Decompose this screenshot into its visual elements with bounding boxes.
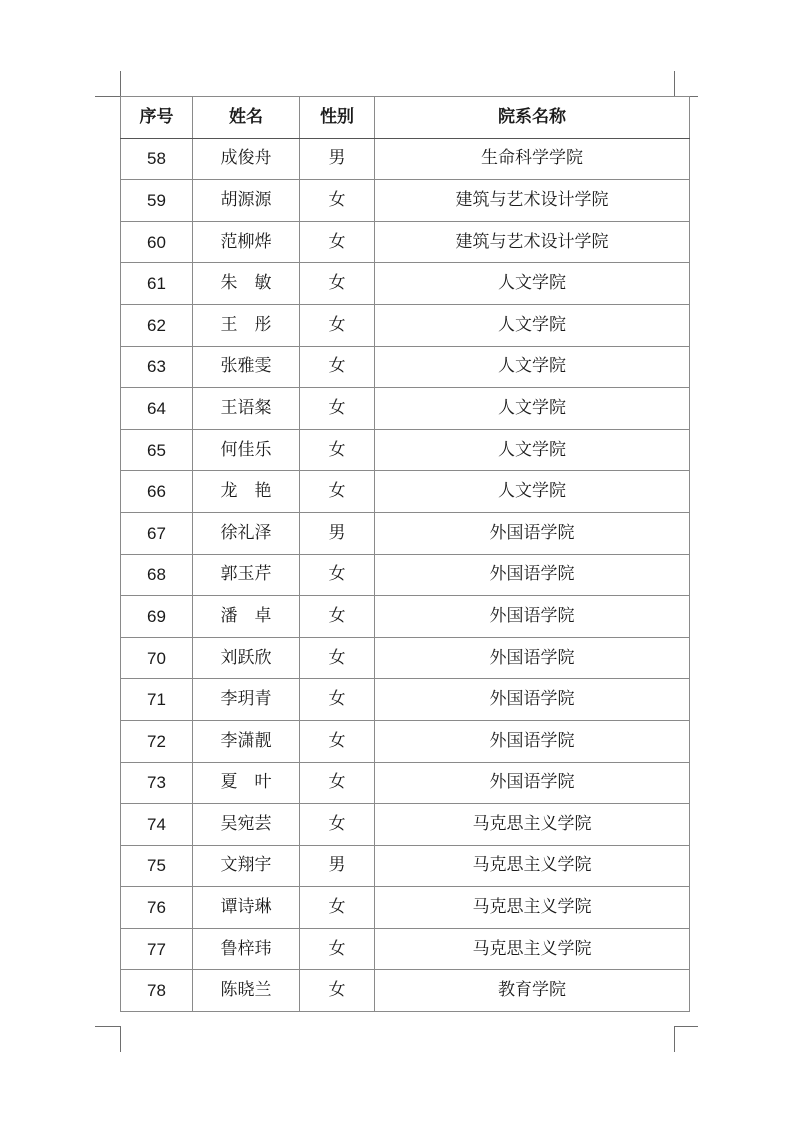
cell-serial-number: 71 [121, 679, 193, 721]
cell-gender: 女 [300, 928, 375, 970]
cell-gender: 男 [300, 512, 375, 554]
cell-department: 人文学院 [375, 304, 690, 346]
table-header-row [121, 97, 690, 139]
cell-name: 范柳烨 [193, 221, 300, 263]
header-department: 院系名称 [375, 97, 690, 139]
table-row [121, 138, 690, 180]
cell-name: 朱 敏 [193, 263, 300, 305]
cell-department: 马克思主义学院 [375, 928, 690, 970]
cell-serial-number: 75 [121, 845, 193, 887]
cell-gender: 女 [300, 596, 375, 638]
cell-serial-number: 58 [121, 138, 193, 180]
cell-department: 马克思主义学院 [375, 804, 690, 846]
cell-name: 郭玉芹 [193, 554, 300, 596]
table-row [121, 887, 690, 929]
table-row [121, 720, 690, 762]
cell-name: 王语粲 [193, 388, 300, 430]
cell-department: 外国语学院 [375, 596, 690, 638]
cell-name: 王 彤 [193, 304, 300, 346]
cell-gender: 女 [300, 304, 375, 346]
cell-gender: 女 [300, 263, 375, 305]
cell-gender: 男 [300, 845, 375, 887]
cell-name: 陈晓兰 [193, 970, 300, 1012]
table-row [121, 429, 690, 471]
cell-gender: 女 [300, 429, 375, 471]
cell-gender: 女 [300, 887, 375, 929]
cell-department: 人文学院 [375, 263, 690, 305]
crop-mark-bottom-left-vertical [120, 1026, 121, 1052]
cell-name: 鲁梓玮 [193, 928, 300, 970]
cell-serial-number: 68 [121, 554, 193, 596]
cell-name: 何佳乐 [193, 429, 300, 471]
cell-serial-number: 60 [121, 221, 193, 263]
table-row [121, 679, 690, 721]
header-gender: 性别 [300, 97, 375, 139]
cell-serial-number: 64 [121, 388, 193, 430]
cell-name: 谭诗琳 [193, 887, 300, 929]
cell-gender: 女 [300, 762, 375, 804]
table-row [121, 970, 690, 1012]
cell-department: 建筑与艺术设计学院 [375, 180, 690, 222]
crop-mark-top-right-vertical [674, 71, 675, 96]
table-row [121, 388, 690, 430]
cell-serial-number: 72 [121, 720, 193, 762]
student-list-table [120, 96, 690, 1012]
cell-gender: 女 [300, 637, 375, 679]
cell-name: 李潇靓 [193, 720, 300, 762]
cell-gender: 女 [300, 804, 375, 846]
cell-gender: 女 [300, 221, 375, 263]
cell-serial-number: 62 [121, 304, 193, 346]
cell-department: 外国语学院 [375, 679, 690, 721]
cell-serial-number: 76 [121, 887, 193, 929]
crop-mark-bottom-right-horizontal [674, 1026, 698, 1027]
table-row [121, 804, 690, 846]
cell-serial-number: 78 [121, 970, 193, 1012]
cell-serial-number: 59 [121, 180, 193, 222]
cell-department: 外国语学院 [375, 720, 690, 762]
cell-department: 外国语学院 [375, 554, 690, 596]
cell-department: 外国语学院 [375, 762, 690, 804]
cell-gender: 女 [300, 388, 375, 430]
header-name: 姓名 [193, 97, 300, 139]
table-row [121, 180, 690, 222]
cell-gender: 女 [300, 554, 375, 596]
table-row [121, 554, 690, 596]
cell-department: 人文学院 [375, 471, 690, 513]
cell-department: 人文学院 [375, 429, 690, 471]
crop-mark-bottom-right-vertical [674, 1026, 675, 1052]
cell-name: 潘 卓 [193, 596, 300, 638]
cell-serial-number: 77 [121, 928, 193, 970]
cell-department: 教育学院 [375, 970, 690, 1012]
crop-mark-bottom-left-horizontal [95, 1026, 120, 1027]
table-row [121, 471, 690, 513]
table-row [121, 304, 690, 346]
table-row [121, 596, 690, 638]
cell-name: 李玥青 [193, 679, 300, 721]
cell-name: 徐礼泽 [193, 512, 300, 554]
cell-department: 外国语学院 [375, 637, 690, 679]
cell-gender: 女 [300, 720, 375, 762]
cell-department: 人文学院 [375, 346, 690, 388]
cell-name: 成俊舟 [193, 138, 300, 180]
table-row [121, 346, 690, 388]
cell-gender: 女 [300, 471, 375, 513]
cell-department: 生命科学学院 [375, 138, 690, 180]
cell-name: 胡源源 [193, 180, 300, 222]
cell-department: 马克思主义学院 [375, 887, 690, 929]
cell-serial-number: 73 [121, 762, 193, 804]
cell-gender: 女 [300, 180, 375, 222]
table-row [121, 845, 690, 887]
cell-name: 文翔宇 [193, 845, 300, 887]
table-row [121, 928, 690, 970]
cell-serial-number: 63 [121, 346, 193, 388]
cell-gender: 女 [300, 970, 375, 1012]
cell-gender: 男 [300, 138, 375, 180]
cell-name: 刘跃欣 [193, 637, 300, 679]
crop-mark-top-left-vertical [120, 71, 121, 96]
cell-serial-number: 65 [121, 429, 193, 471]
cell-serial-number: 61 [121, 263, 193, 305]
table-row [121, 263, 690, 305]
cell-department: 外国语学院 [375, 512, 690, 554]
cell-gender: 女 [300, 346, 375, 388]
cell-serial-number: 66 [121, 471, 193, 513]
cell-serial-number: 69 [121, 596, 193, 638]
cell-serial-number: 70 [121, 637, 193, 679]
table-row [121, 512, 690, 554]
table-row [121, 762, 690, 804]
table-row [121, 221, 690, 263]
header-serial-number: 序号 [121, 97, 193, 139]
table-row [121, 637, 690, 679]
cell-department: 马克思主义学院 [375, 845, 690, 887]
crop-mark-top-left-horizontal [95, 96, 120, 97]
cell-name: 张雅雯 [193, 346, 300, 388]
cell-serial-number: 74 [121, 804, 193, 846]
cell-name: 吴宛芸 [193, 804, 300, 846]
cell-name: 龙 艳 [193, 471, 300, 513]
cell-department: 人文学院 [375, 388, 690, 430]
cell-name: 夏 叶 [193, 762, 300, 804]
table-body [121, 138, 690, 1011]
cell-gender: 女 [300, 679, 375, 721]
cell-department: 建筑与艺术设计学院 [375, 221, 690, 263]
cell-serial-number: 67 [121, 512, 193, 554]
